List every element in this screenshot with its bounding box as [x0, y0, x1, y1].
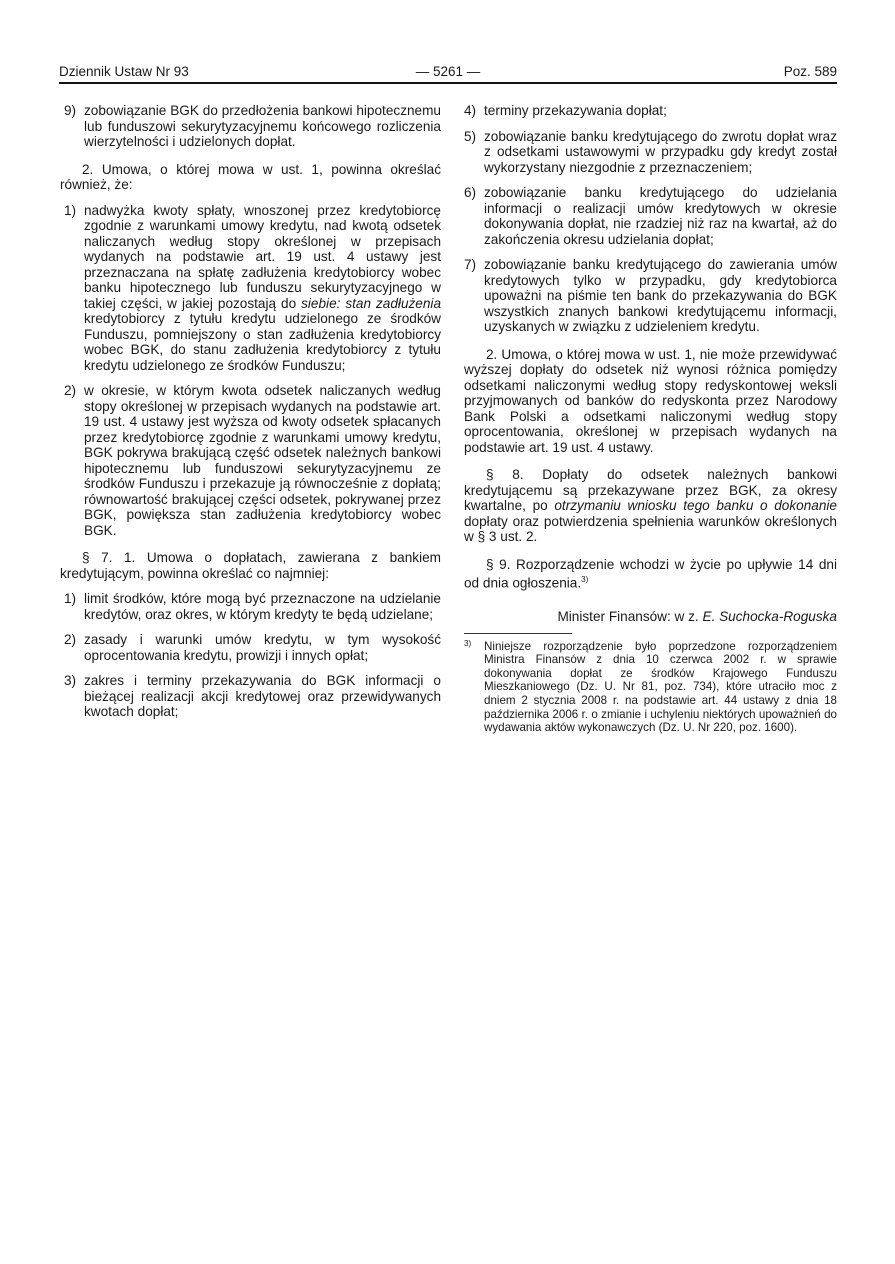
item-number: 9) [64, 103, 77, 118]
right-column [464, 103, 837, 735]
item-text: nadwyżka kwoty spłaty, wnoszonej przez kredytobiorcę zgodnie z warunkami umowy kredytu, nad kwotą odsetek naliczanych według stopy określonej w przepisach wydanych na podstawie art. 19 ust. 4 ustawy jest przeznaczana na spłatę zadłużenia kredytobiorcy wobec banku hipotecznego lub funduszu sekurytyzacyjnego w takiej części, w jakiej pozostają do [84, 202, 441, 311]
signature-prefix: Minister Finansów: w z. [557, 609, 703, 625]
list-item [464, 257, 837, 335]
section-8-text-end: dopłaty oraz potwierdzenia spełnienia warunków określonych w § 3 ust. 2. [464, 513, 837, 544]
list-item [64, 203, 441, 374]
section-9-text: § 9. Rozporządzenie wchodzi w życie po upływie 14 dni od dnia ogłoszenia. [464, 556, 837, 591]
paragraph: 2. Umowa, o której mowa w ust. 1, powinna określać również, że: [60, 161, 441, 192]
item-text: zakres i terminy przekazywania do BGK informacji o bieżącej realizacji akcji kredytowej oraz przewidywanych kwotach dopłat; [84, 673, 441, 719]
list-item [64, 591, 441, 622]
item-number: 1) [64, 202, 77, 218]
section-7-paragraph: § 7. 1. Umowa o dopłatach, zawierana z bankiem kredytującym, powinna określać co najmniej: [60, 550, 441, 581]
left-column [60, 103, 441, 730]
item-number: 6) [464, 185, 477, 200]
list-item [464, 185, 837, 247]
item-number: 1) [64, 591, 77, 606]
item-text: zasady i warunki umów kredytu, w tym wysokość oprocentowania kredytu, prowizji i innych opłat; [84, 632, 441, 663]
item-number: 4) [464, 103, 477, 118]
item-text: zobowiązanie banku kredytującego do zwrotu dopłat wraz z odsetkami ustawowymi w przypadku gdy kredyt został wykorzystany niezgodnie z przeznaczeniem; [484, 128, 837, 175]
page-header [59, 64, 837, 84]
footnote-text: Niniejsze rozporządzenie było poprzedzone rozporządzeniem Ministra Finansów z dnia 10 czerwca 2002 r. w sprawie dokonywania dopłat ze środków Krajowego Funduszu Mieszkaniowego (Dz. U. Nr 81, poz. 734), które utraciło moc z dniem 2 stycznia 2008 r. na podstawie art. 44 ustawy z dnia 18 października 2006 r. o zmianie i uchyleniu niektórych upoważnień do wydawania aktów wykonawczych (Dz. U. Nr 220, poz. 1600). [484, 639, 837, 735]
item-text: zobowiązanie banku kredytującego do udzielania informacji o realizacji umów kredytowych w okresie dokonywania dopłat, nie rzadziej niż raz na kwartał, aż do zakończenia okresu udzielania dopłat; [484, 185, 837, 247]
footnote-reference[interactable]: 3) [581, 575, 589, 584]
section-8-text: § 8. Dopłaty do odsetek należnych bankowi kredytującemu są przekazywane przez BGK, za okresy kwartalne, po [464, 467, 837, 513]
section-8-paragraph [464, 467, 837, 545]
list-item [64, 383, 441, 538]
item-number: 5) [464, 128, 477, 144]
footnote [464, 640, 837, 735]
journal-title: Dziennik Ustaw Nr 93 [59, 64, 189, 79]
item-text: zobowiązanie banku kredytującego do zawierania umów kredytowych tylko w przypadku, gdy kredytobiorca upoważni na piśmie ten bank do przekazywania do BGK wszystkich znanych bankowi kredytującemu informacji, uzyskanych w związku z udzieleniem kredytu. [484, 257, 837, 334]
list-item [464, 103, 837, 119]
item-text: w okresie, w którym kwota odsetek naliczanych według stopy określonej w przepisach wydanych na podstawie art. 19 ust. 4 ustawy jest wyższa od kwoty odsetek spłacanych przez kredytobiorcę zgodnie z warunkami umowy kredytu, BGK pokrywa brakującą część odsetek należnych bankowi hipotecznemu lub funduszowi sekurytyzacyjnemu ze środków Funduszu i przekazuje ją równocześnie z dopłatą; równowartość brakującej części odsetek, pokrywanej przez BGK, powiększa stan zadłużenia kredytobiorcy wobec BGK. [84, 383, 441, 538]
signature [464, 609, 837, 625]
signature-name: E. Suchocka-Roguska [702, 609, 837, 625]
paragraph: 2. Umowa, o której mowa w ust. 1, nie może przewidywać wyższej dopłaty do odsetek niż wynosi różnica pomiędzy odsetkami naliczonymi według stopy redyskontowej weksli przyjmowanych od banków do redyskonta przez Narodowy Bank Polski a odsetkami naliczonymi według stopy oprocentowania, określonej w przepisach wydanych na podstawie art. 19 ust. 4 ustawy. [464, 346, 837, 455]
list-item [64, 632, 441, 663]
item-text: zobowiązanie BGK do przedłożenia bankowi hipotecznemu lub funduszowi sekurytyzacyjnemu końcowego rozliczenia wierzytelności i udzielonych dopłat. [84, 103, 441, 149]
item-text: terminy przekazywania dopłat; [484, 103, 667, 118]
list-item [64, 673, 441, 720]
list-item [64, 103, 441, 150]
item-text: limit środków, które mogą być przeznaczone na udzielanie kredytów, oraz okres, w którym kredyty te będą udzielane; [84, 591, 441, 622]
list-item [464, 129, 837, 176]
item-number: 7) [464, 257, 477, 272]
position-number: Poz. 589 [783, 64, 837, 79]
page-number: — 5261 — [415, 64, 481, 79]
section-8-italic: otrzymaniu wniosku tego banku o dokonanie [554, 498, 837, 513]
section-9-paragraph [464, 557, 837, 592]
item-text-italic: siebie: stan zadłużenia [301, 295, 441, 311]
item-number: 2) [64, 632, 77, 647]
item-number: 2) [64, 383, 77, 398]
item-text: kredytobiorcy z tytułu kredytu udzielonego ze środków Funduszu, pomniejszony o stan zadłużenia kredytobiorcy wobec BGK, do stanu zadłużenia kredytobiorcy z tytułu kredytu udzielonego ze środków Funduszu; [84, 311, 441, 373]
footnote-divider [464, 633, 572, 634]
footnote-mark: 3) [464, 638, 472, 648]
item-number: 3) [64, 673, 77, 688]
